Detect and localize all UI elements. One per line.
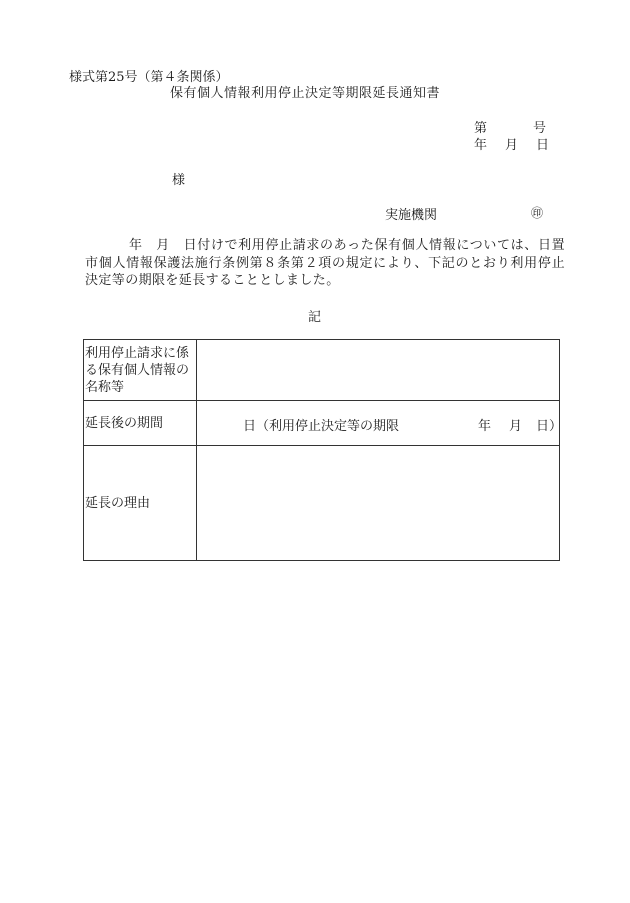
date-year: 年 [474, 138, 488, 153]
row3-value [197, 446, 560, 561]
row3-label: 延長の理由 [84, 446, 197, 561]
period-day-end: 日） [536, 419, 563, 434]
row1-label: 利用停止請求に係る保有個人情報の名称等 [84, 340, 197, 401]
document-title: 保有個人情報利用停止決定等期限延長通知書 [170, 86, 441, 101]
table-row [84, 401, 560, 446]
seal-mark: ㊞ [531, 206, 544, 220]
doc-number-label: 第 [474, 121, 488, 136]
issuer-org: 実施機関 [385, 208, 438, 223]
table-row [84, 446, 560, 561]
date-month: 月 [505, 138, 519, 153]
issue-date [474, 134, 549, 153]
row2-label: 延長後の期間 [84, 401, 197, 446]
row1-value [197, 340, 560, 401]
ki-heading: 記 [308, 310, 322, 325]
period-month: 月 [509, 419, 523, 434]
row2-value [197, 401, 563, 446]
doc-number-suffix: 号 [533, 121, 547, 136]
body-paragraph: 年 月 日付けで利用停止請求のあった保有個人情報については、日置市個人情報保護法施行条例第８条第２項の規定により、下記のとおり利用停止決定等の期限を延長することとしました。 [85, 238, 565, 288]
date-day: 日 [536, 138, 550, 153]
form-number: 様式第25号（第４条関係） [69, 70, 229, 85]
addressee-suffix: 様 [172, 173, 186, 188]
table-row [84, 340, 560, 401]
period-year: 年 [478, 419, 492, 434]
period-day-text: 日（利用停止決定等の期限 [243, 419, 400, 434]
detail-table [83, 339, 563, 561]
